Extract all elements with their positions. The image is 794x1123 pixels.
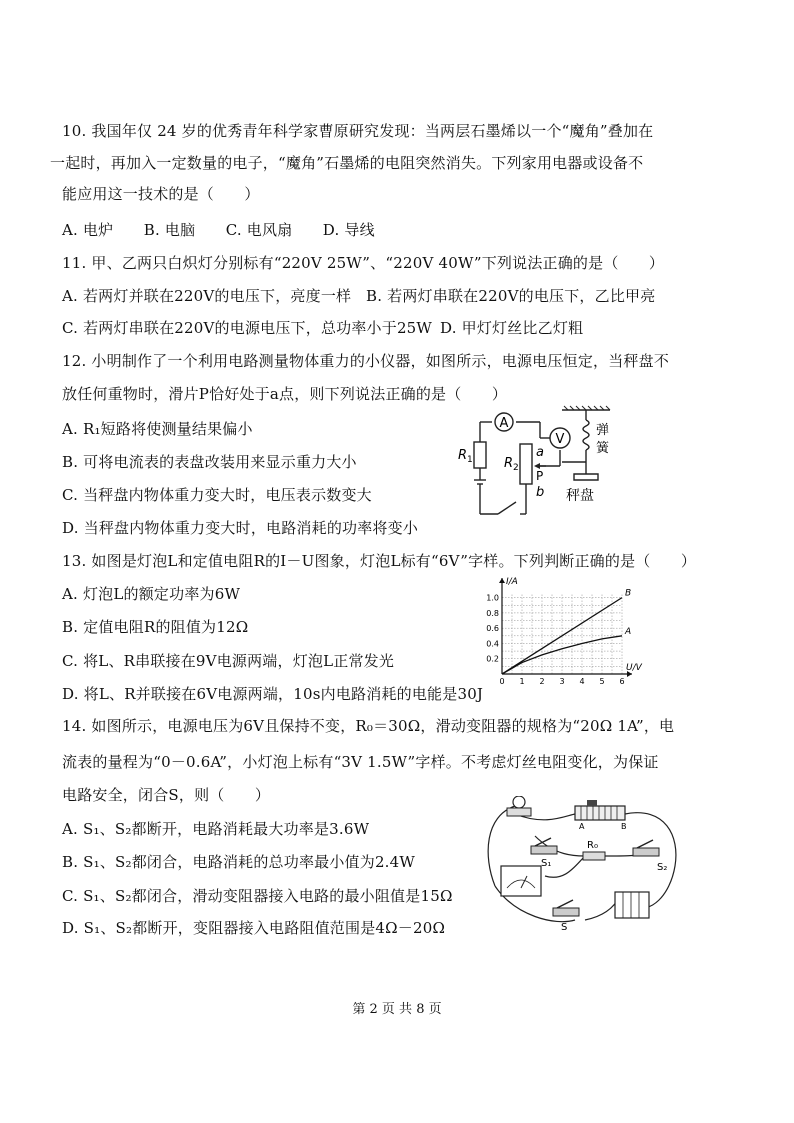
battery-icon [615, 892, 649, 918]
resistor-r0-icon [583, 852, 605, 860]
rheostat-terminal-b: B [621, 822, 627, 831]
y-tick-label: 0.2 [486, 654, 499, 664]
q12-stem-line1: 12. 小明制作了一个利用电路测量物体重力的小仪器，如图所示，电源电压恒定，当秤盘不 [62, 352, 670, 370]
q12-option-a: A. R₁短路将使测量结果偏小 [62, 420, 253, 438]
q11-option-c: C. 若两灯串联在220V的电源电压下，总功率小于25W [62, 319, 433, 337]
iu-chart [480, 574, 650, 686]
x-tick-label: 5 [599, 677, 605, 686]
page-footer: 第 2 页 共 8 页 [352, 1002, 442, 1017]
spring-label-2: 簧 [596, 441, 610, 456]
point-b-label: b [536, 485, 545, 500]
q10-stem-line2: 一起时，再加入一定数量的电子，“魔角”石墨烯的电阻突然消失。下列家用电器或设备不 [50, 154, 644, 172]
s1-label: S₁ [541, 858, 552, 869]
rheostat-terminal-a: A [579, 822, 585, 831]
q12-option-c: C. 当秤盘内物体重力变大时，电压表示数变大 [62, 486, 372, 504]
series-label-A: A [625, 626, 632, 637]
x-tick-label: 2 [539, 677, 545, 686]
q14-stem-line1: 14. 如图所示，电源电压为6V且保持不变，R₀＝30Ω，滑动变阻器的规格为“20Ω 1A”，电 [62, 717, 675, 735]
q14-option-a: A. S₁、S₂都断开，电路消耗最大功率是3.6W [62, 820, 370, 838]
switch-s-icon [553, 900, 579, 916]
y-tick-label: 0.8 [486, 608, 499, 618]
bulb-icon [507, 796, 531, 816]
switch-s1-icon [531, 838, 557, 854]
r1-subscript: 1 [467, 455, 473, 465]
q11-option-b: B. 若两灯串联在220V的电压下，乙比甲亮 [366, 287, 656, 305]
y-tick-label: 0.4 [486, 639, 499, 649]
q14-stem-line3: 电路安全，闭合S，则（ ） [62, 786, 271, 804]
y-tick-label: 0.6 [486, 624, 499, 634]
x-tick-label: 1 [519, 677, 525, 686]
s2-label: S₂ [657, 862, 668, 873]
rheostat-icon [575, 800, 625, 820]
ammeter-label: A [499, 416, 509, 431]
spring-label-1: 弹 [596, 423, 610, 438]
q13-option-a: A. 灯泡L的额定功率为6W [62, 585, 241, 603]
q11-stem: 11. 甲、乙两只白炽灯分别标有“220V 25W”、“220V 40W”下列说法正确的是（ ） [62, 254, 665, 272]
switch-s2-icon [633, 840, 659, 856]
slider-p-label: P [536, 469, 544, 483]
q10-stem-line1: 10. 我国年仅 24 岁的优秀青年科学家曹原研究发现：当两层石墨烯以一个“魔角”叠加在 [62, 122, 654, 140]
q12-option-b: B. 可将电流表的表盘改装用来显示重力大小 [62, 453, 357, 471]
r2-label: R [504, 456, 514, 471]
q12-option-d: D. 当秤盘内物体重力变大时，电路消耗的功率将变小 [62, 519, 419, 537]
q13-stem: 13. 如图是灯泡L和定值电阻R的I－U图象，灯泡L标有“6V”字样。下列判断正确的是（ ） [62, 552, 697, 570]
x-tick-label: 6 [619, 677, 625, 686]
q14-option-c: C. S₁、S₂都闭合，滑动变阻器接入电路的最小阻值是15Ω [62, 887, 453, 905]
series-label-B: B [625, 588, 632, 599]
q14-option-d: D. S₁、S₂都断开，变阻器接入电路阻值范围是4Ω－20Ω [62, 919, 446, 937]
q12-circuit-diagram [450, 404, 630, 524]
q12-stem-line2: 放任何重物时，滑片P恰好处于a点，则下列说法正确的是（ ） [62, 385, 508, 403]
ammeter-device-icon [501, 866, 541, 896]
q14-stem-line2: 流表的量程为“0－0.6A”，小灯泡上标有“3V 1.5W”字样。不考虑灯丝电阻变化，为保证 [62, 753, 659, 771]
voltmeter-label: V [555, 432, 565, 447]
x-tick-label: 4 [579, 677, 585, 686]
y-axis-arrow [499, 578, 505, 583]
point-a-label: a [536, 445, 544, 460]
q11-option-d: D. 甲灯灯丝比乙灯粗 [440, 319, 584, 337]
q10-stem-line3: 能应用这一技术的是（ ） [62, 185, 260, 203]
q13-option-c: C. 将L、R串联接在9V电源两端，灯泡L正常发光 [62, 652, 395, 670]
y-tick-label: 1.0 [486, 593, 499, 603]
q10-options: A. 电炉 B. 电脑 C. 电风扇 D. 导线 [62, 221, 375, 239]
x-tick-label: 3 [559, 677, 565, 686]
q14-option-b: B. S₁、S₂都闭合，电路消耗的总功率最小值为2.4W [62, 853, 416, 871]
q11-option-a: A. 若两灯并联在220V的电压下，亮度一样 [62, 287, 352, 305]
q13-option-d: D. 将L、R并联接在6V电源两端，10s内电路消耗的电能是30J [62, 685, 484, 703]
r1-label: R [458, 448, 468, 463]
pan-label: 秤盘 [566, 488, 594, 504]
s-label: S [561, 922, 568, 933]
q14-apparatus-diagram [475, 796, 685, 936]
r0-label: R₀ [587, 840, 598, 851]
x-tick-label: 0 [499, 677, 505, 686]
r2-subscript: 2 [513, 463, 519, 473]
y-axis-label: I/A [506, 577, 518, 587]
x-axis-label: U/V [626, 663, 642, 673]
q13-option-b: B. 定值电阻R的阻值为12Ω [62, 618, 249, 636]
